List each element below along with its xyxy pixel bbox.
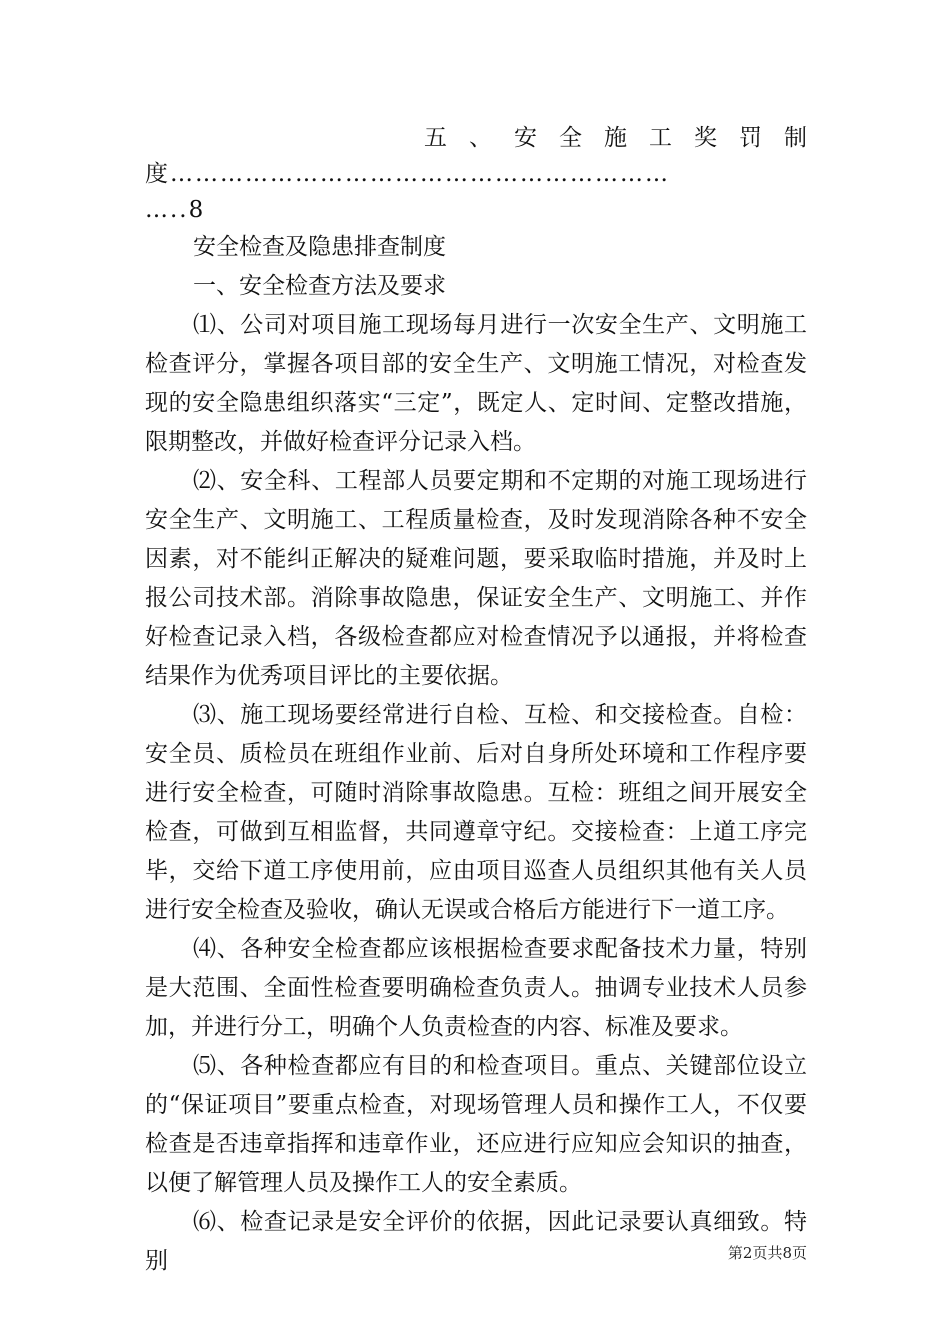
paragraph-2: ⑵、安全科、工程部人员要定期和不定期的对施工现场进行安全生产、文明施工、工程质量检查，及时发现消除各种不安全因素，对不能纠正解决的疑难问题，要采取临时措施，并及时上报公司技术部。消除事故隐患，保证安全生产、文明施工、并作好检查记录入档，各级检查都应对检查情况予以通报，并将检查结果作为优秀项目评比的主要依据。: [145, 468, 807, 689]
document-title: 安全检查及隐患排查制度: [193, 234, 446, 260]
paragraph-1: ⑴、公司对项目施工现场每月进行一次安全生产、文明施工检查评分，掌握各项目部的安全生产、文明施工情况，对检查发现的安全隐患组织落实“三定”，既定人、定时间、定整改措施，限期整改，并做好检查评分记录入档。: [145, 312, 807, 455]
toc-entry-page: …..8: [145, 197, 206, 223]
table-of-contents: [145, 120, 829, 228]
paragraph-5: ⑸、各种检查都应有目的和检查项目。重点、关键部位设立的“保证项目”要重点检查，对现场管理人员和操作工人，不仅要检查是否违章指挥和违章作业，还应进行应知应会知识的抽查，以便了解管理人员及操作工人的安全素质。: [145, 1053, 807, 1196]
page-number: 第2页共8页: [727, 1244, 807, 1262]
paragraph-6: ⑹、检查记录是安全评价的依据，因此记录要认真细致。特别: [145, 1209, 807, 1274]
paragraph-4: ⑷、各种安全检查都应该根据检查要求配备技术力量，特别是大范围、全面性检查要明确检查负责人。抽调专业技术人员参加，并进行分工，明确个人负责检查的内容、标准及要求。: [145, 936, 807, 1040]
document-body: [145, 228, 807, 1281]
toc-entry-leader: 度……………………………………………………: [145, 161, 670, 187]
toc-entry-title: 五、安全施工奖罚制: [424, 125, 829, 151]
section-heading: 一、安全检查方法及要求: [193, 273, 446, 299]
paragraph-3: ⑶、施工现场要经常进行自检、互检、和交接检查。自检：安全员、质检员在班组作业前、后对自身所处环境和工作程序要进行安全检查，可随时消除事故隐患。互检：班组之间开展安全检查，可做到互相监督，共同遵章守纪。交接检查：上道工序完毕，交给下道工序使用前，应由项目巡查人员组织其他有关人员进行安全检查及验收，确认无误或合格后方能进行下一道工序。: [145, 702, 807, 923]
